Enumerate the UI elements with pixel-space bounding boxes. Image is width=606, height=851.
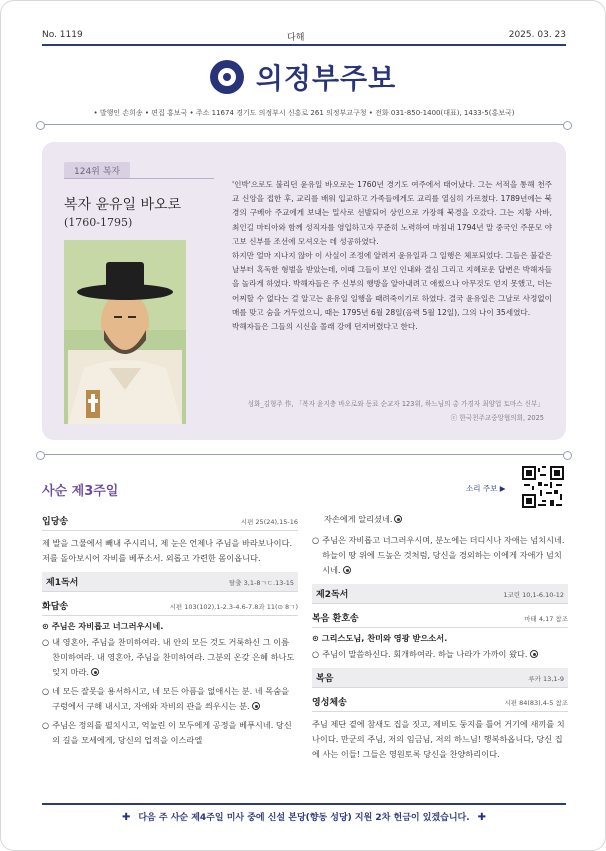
cross-icon: ✚	[121, 812, 131, 823]
issue-number: No. 1119	[42, 30, 83, 40]
verse-bullet: ○	[42, 637, 50, 647]
section-reference: 1코린 10,1-6.10-12	[503, 591, 564, 599]
section-reference: 마태 4,17 참조	[524, 615, 568, 623]
audio-bulletin-link[interactable]: 소리 주보 ▶	[466, 484, 506, 493]
verse-bullet: ○	[312, 535, 320, 545]
section-title: 제1독서	[46, 578, 79, 588]
notice-text: 다음 주 사순 제4주일 미사 중에 신설 본당(향동 성당) 지원 2차 헌금이 있겠습니다.	[138, 813, 470, 823]
verse-text: 네 모든 잘못을 용서하시고, 네 모든 아픔을 없애시는 분. 네 목숨을 구렁에서 구해 내시고, 자애와 자비의 관을 씌우시는 분.	[52, 686, 290, 711]
bio-paragraph-2: 하지만 얼마 지나지 않아 이 사실이 조정에 알려져 윤유일과 그 일행은 체포되었다. 그들은 불같은 날부터 혹독한 형벌을 받았는데, 이때 그들이 보인 인내와 결심 그리고 지혜로운 답변은 박해자들을 놀라게 하였다. 박해자들은 주 신부의 행방을 알아내려고 애썼으나 아무것도 얻지 못했고, 더는 어찌할 수 없다는 걸 알고는 윤유일 일행을 때려죽이기로 하였다. 결국 윤유일은 그날로 사정없이 매를 맞고 숨을 거두었으니, 때는 1795년 6월 28일(음력 5월 12일), 그의 나이 35세였다.	[232, 251, 552, 317]
section-reference: 시편 103(102),1-2.3-4.6-7.8과 11(⊙ 8ㄱ)	[169, 603, 298, 611]
copyright-credit: ⓒ 한국천주교중앙협의회, 2025	[450, 414, 544, 422]
verse-text: 주님은 정의를 펼치시고, 억눌린 이 모두에게 공정을 베푸시네. 당신의 길을 모세에게, 당신의 업적을 이스라엘	[52, 720, 292, 745]
section-reference: 시편 84(83),4-5 참조	[504, 699, 568, 707]
psalm-verse-continued	[312, 512, 568, 527]
communion-antiphon-text: 주님 제단 곁에 참새도 집을 짓고, 제비도 둥지를 틀어 거기에 새끼를 치나이다. 만군의 주님, 저의 임금님, 저의 하느님! 행복하옵니다, 당신 집에 사는 이들! 그들은 영원토록 당신을 찬양하리이다.	[312, 719, 565, 759]
psalm-verse	[42, 684, 298, 714]
divider	[42, 124, 566, 125]
saint-panel	[42, 142, 566, 440]
masthead	[0, 52, 606, 102]
sunday-title: 사순 제3주일	[42, 484, 119, 499]
liturgy-right-column	[312, 512, 568, 768]
verse-bullet: ○	[312, 649, 320, 659]
top-meta-row	[42, 30, 566, 43]
saint-years: (1760-1795)	[64, 216, 133, 229]
cross-icon: ✚	[477, 812, 487, 823]
gospel-header	[312, 668, 568, 688]
liturgy-left-column	[42, 512, 298, 752]
diocese-logo-icon	[210, 60, 244, 94]
entrance-antiphon-header	[42, 512, 298, 531]
verse-text: 주님이 말씀하신다. 회개하여라. 하늘 나라가 가까이 왔다.	[322, 649, 528, 659]
liturgical-cycle: 다해	[287, 33, 305, 43]
top-rule	[42, 44, 566, 46]
response-mark-icon	[530, 650, 538, 658]
second-reading-header	[312, 584, 568, 604]
response-mark-icon	[343, 566, 351, 574]
first-reading-header	[42, 572, 298, 592]
divider	[42, 454, 566, 455]
bottom-rule	[42, 803, 566, 805]
response-mark-icon	[394, 515, 402, 523]
saint-biography	[232, 178, 552, 334]
saint-name: 복자 윤유일 바오로	[64, 197, 182, 213]
issue-date: 2025. 03. 23	[508, 30, 566, 40]
bulletin-title: 의정부주보	[255, 62, 397, 95]
saint-tag: 124위 복자	[64, 162, 130, 179]
section-title: 복음 환호송	[312, 614, 359, 624]
response-mark-icon	[91, 668, 99, 676]
publisher-info: • 발행인 손희송 • 편집 홍보국 • 주소 11674 경기도 의정부시 신흥로 261 의정부교구청 • 전화 031-850-1400(대표), 1433-5(홍보국)	[93, 109, 515, 117]
bio-paragraph-3: 박해자들은 그들의 시신을 몰래 강에 던져버렸다고 한다.	[232, 322, 418, 332]
communion-header	[312, 693, 568, 712]
entrance-antiphon-text: 제 발을 그물에서 빼내 주시리니, 제 눈은 언제나 주님을 바라보나이다. 저를 돌아보시어 자비를 베푸소서. 외롭고 가련한 몸이옵니다.	[42, 538, 293, 563]
artwork-credit: 성화_김형주 作, 「복자 윤지충 바오로와 동료 순교자 123위, 하느님의 총 가경자 최양업 토마스 신부」	[247, 400, 544, 408]
verse-bullet: ○	[42, 686, 50, 696]
psalm-verse	[312, 533, 568, 578]
tag-underline	[64, 178, 214, 179]
bio-paragraph-1: '인박'으로도 불리던 윤유일 바오로는 1760년 경기도 여주에서 태어났다. 그는 서적을 통해 천주교 신앙을 접한 후, 교리를 배워 입교하고 가족들에게도 교리를 열심히 가르쳤다. 1789년에는 북경의 구베아 주교에게 보내는 밀사로 선발되어 상인으로 가장해 북경을 오갔다. 그는 지황 사바, 최인길 마티아와 함께 성직자를 영입하고자 꾸준히 노력하여 마침내 1794년 말 중국인 주문모 야고보 신부를 조선에 모셔오는 데 성공하였다.	[232, 180, 552, 246]
section-reference: 탈출 3,1-8ㄱㄷ.13-15	[229, 579, 294, 587]
saint-portrait-image	[64, 240, 186, 424]
acclamation-verse	[312, 647, 568, 662]
qr-code-icon[interactable]	[522, 466, 564, 508]
section-title: 화답송	[42, 602, 69, 612]
verse-text: 내 영혼아, 주님을 찬미하여라. 내 안의 모든 것도 거룩하신 그 이름 찬미하여라. 내 영혼아, 주님을 찬미하여라. 그분의 온갖 은혜 하나도 잊지 마라.	[52, 637, 295, 677]
verse-text: 자손에게 알리셨네.	[324, 514, 393, 524]
acclamation-header	[312, 609, 568, 628]
psalm-verse	[42, 718, 298, 748]
psalm-response: ⊙ 주님은 자비롭고 너그러우시네.	[42, 621, 164, 631]
verse-text: 주님은 자비롭고 너그러우시며, 분노에는 더디시나 자애는 넘치시네. 하늘이 땅 위에 드높은 것처럼, 당신을 경외하는 이에게 자애가 넘치시네.	[322, 535, 565, 575]
section-title: 입당송	[42, 517, 69, 527]
psalm-verse	[42, 635, 298, 680]
footer-notice	[42, 810, 566, 823]
section-title: 제2독서	[316, 590, 349, 600]
response-mark-icon	[252, 702, 260, 710]
section-title: 영성체송	[312, 698, 347, 708]
section-title: 복음	[316, 674, 334, 684]
section-reference: 시편 25(24),15-16	[240, 518, 298, 526]
psalm-header	[42, 597, 298, 616]
acclamation-response: ⊙ 그리스도님, 찬미와 영광 받으소서.	[312, 633, 448, 643]
section-reference: 루카 13,1-9	[528, 675, 564, 683]
verse-bullet: ○	[42, 720, 50, 730]
